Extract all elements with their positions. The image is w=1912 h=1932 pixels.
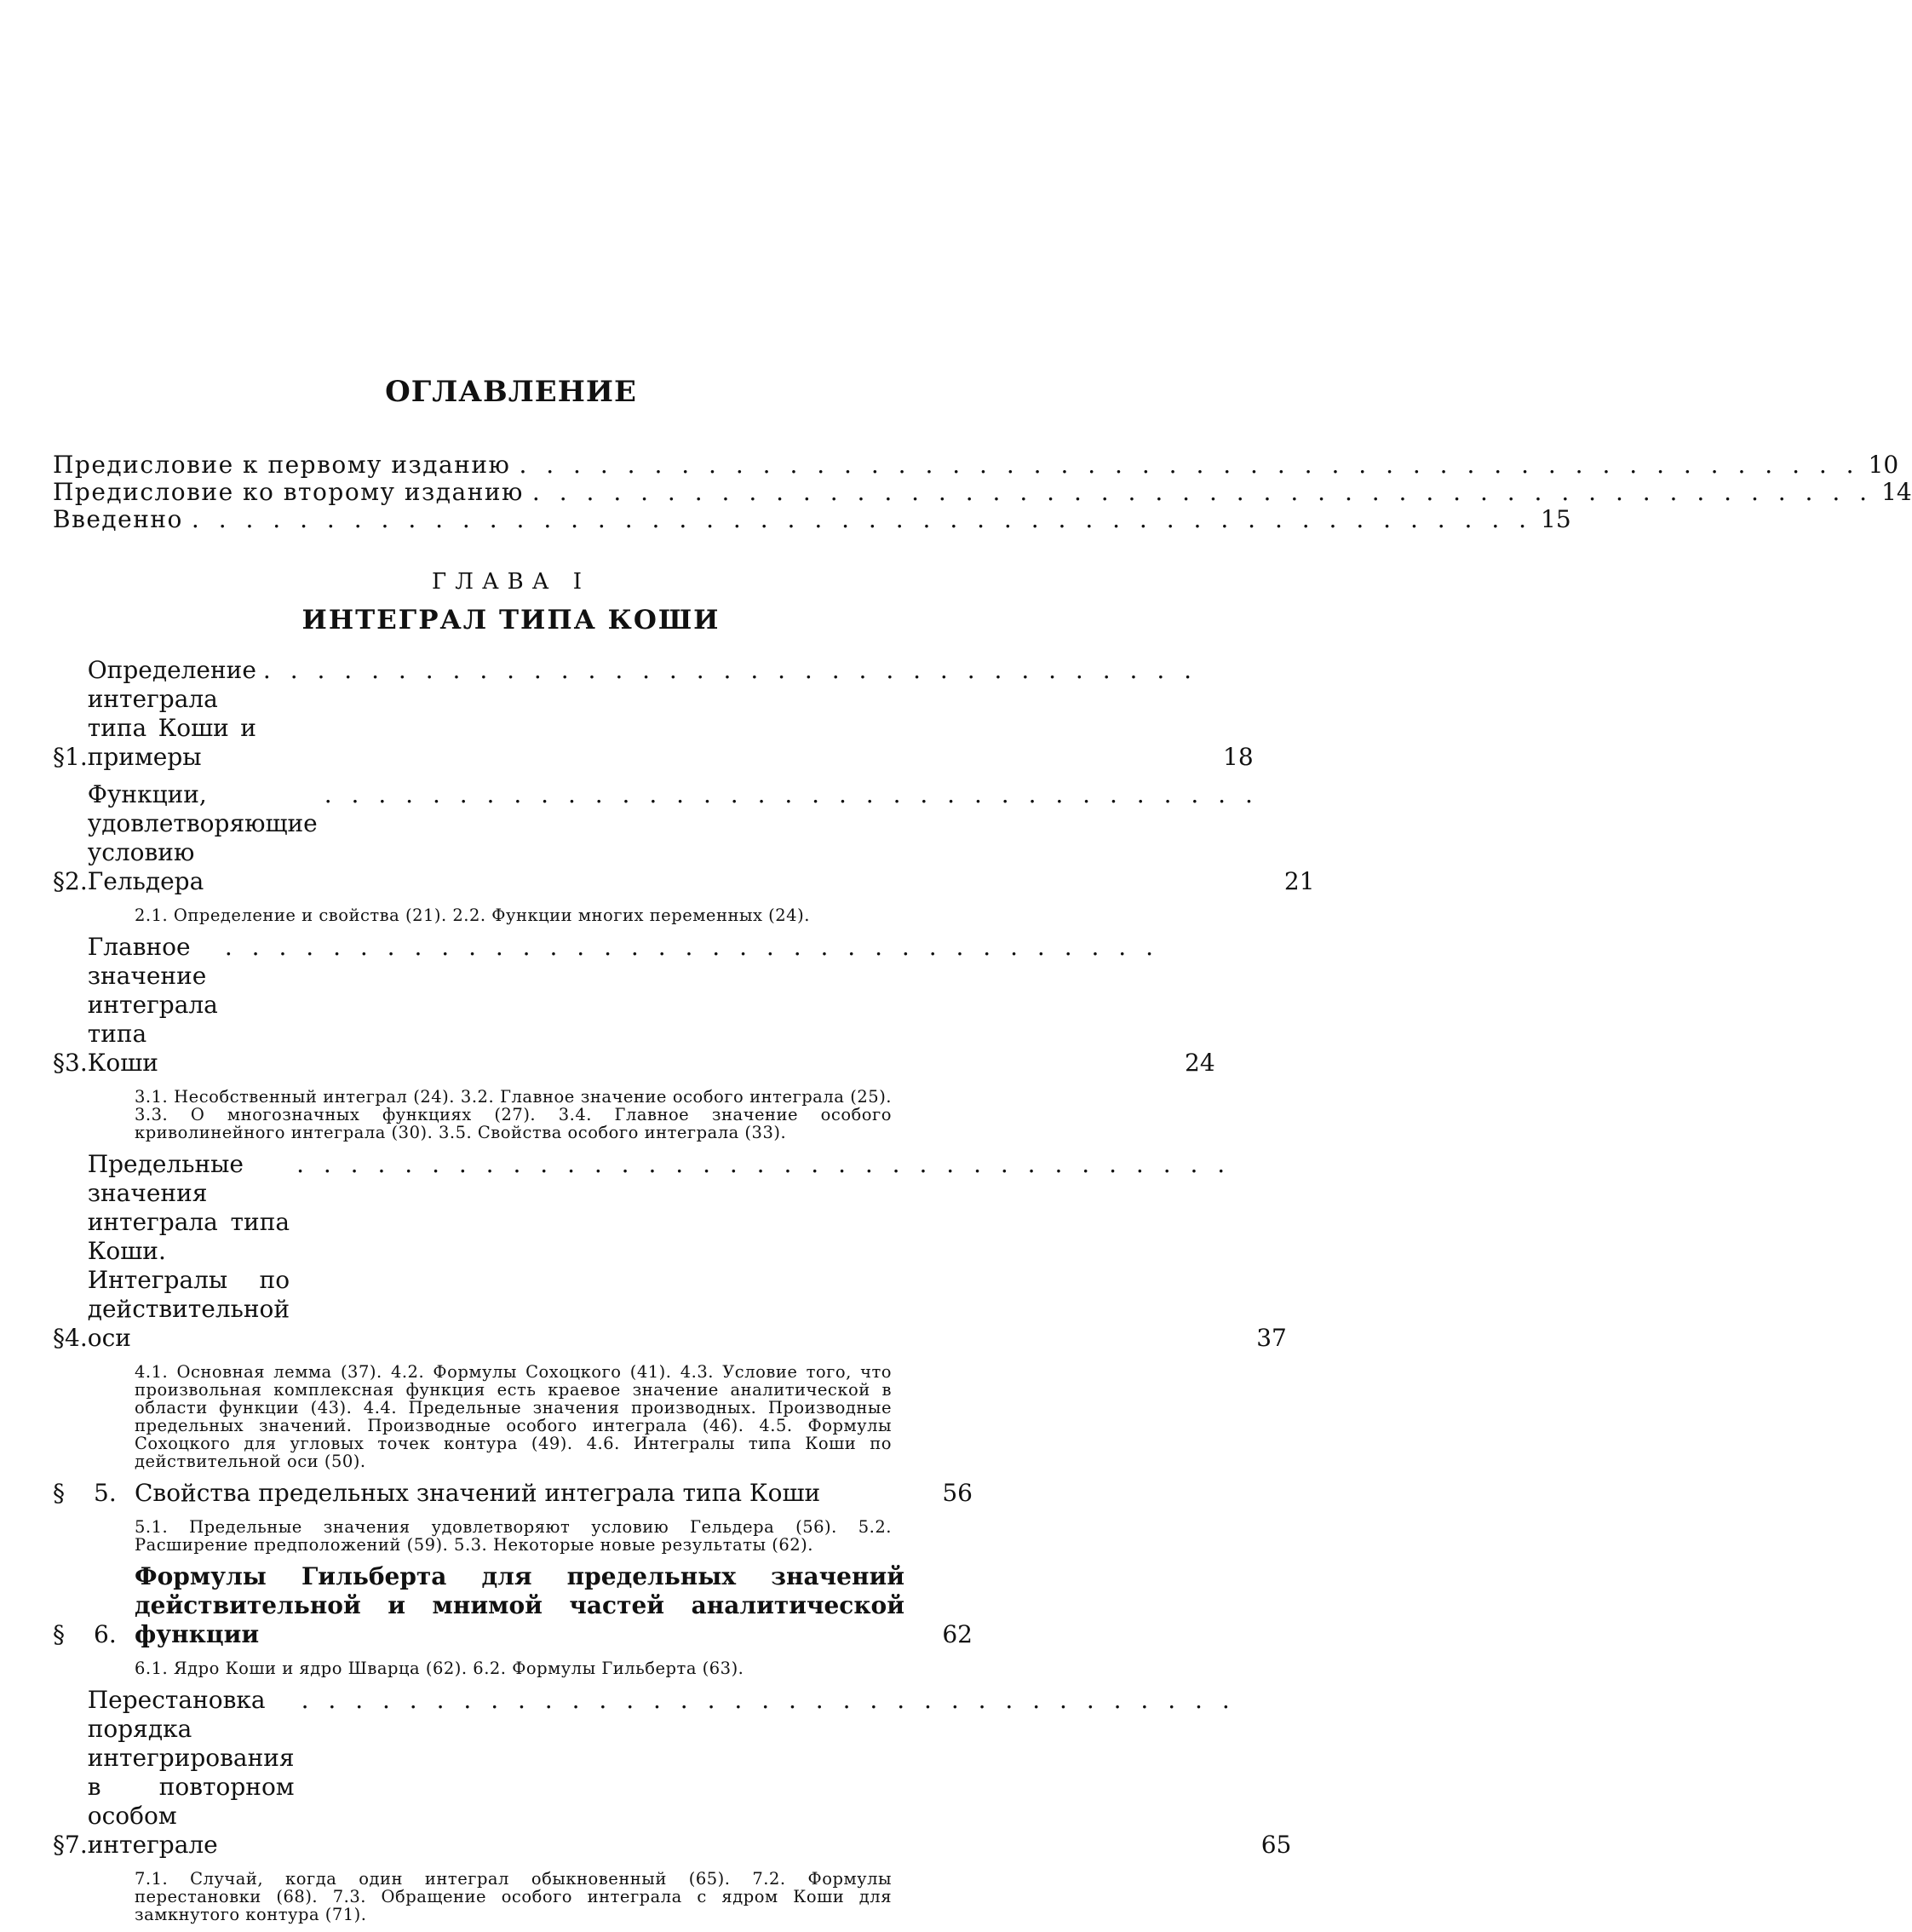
section-number: 3. — [65, 1049, 88, 1077]
subsection-list: 3.1. Несобственный интеграл (24). 3.2. Главное значение особого интеграла (25). 3.3. О многозначных функциях (27). 3.4. Главное значение особого криволинейного интеграла (30). 3.5. Свойства особого интеграла (33). — [135, 1087, 892, 1142]
subsection-list: 4.1. Основная лемма (37). 4.2. Формулы Сохоцкого (41). 4.3. Условие того, что произвольная комплексная функция есть краевое значение аналитической в области функции (43). 4.4. Предельные значения производных. Производные предельных значений. Производные особого интеграла (46). 4.5. Формулы Сохоцкого для угловых точек контура (49). 4.6. Интегралы типа Коши по действительной оси (50). — [135, 1362, 892, 1471]
section-entry-5 — [53, 1479, 973, 1554]
section-symbol: § — [53, 1479, 65, 1507]
front-matter-row-1 — [53, 451, 1899, 479]
dot-leader — [301, 1686, 1236, 1715]
section-page: 24 — [1185, 1049, 1215, 1077]
dot-leader — [532, 479, 1873, 506]
section-entry-3 — [53, 933, 1215, 1142]
section-symbol: § — [53, 867, 65, 895]
section-title: Предельные значения интеграла типа Коши. Интегралы по действительной оси — [87, 1150, 290, 1352]
chapter-title: ИНТЕГРАЛ ТИПА КОШИ — [301, 605, 721, 635]
section-number: 4. — [65, 1324, 88, 1352]
section-symbol: § — [53, 1620, 65, 1648]
subsection-list: 6.1. Ядро Коши и ядро Шварца (62). 6.2. Формулы Гильберта (63). — [135, 1659, 744, 1678]
section-entry-2 — [53, 780, 1315, 925]
subsection-list: 2.1. Определение и свойства (21). 2.2. Функции многих переменных (24). — [135, 906, 810, 925]
dot-leader — [192, 506, 1532, 533]
section-list — [53, 656, 1315, 1932]
section-title: Определение интеграла типа Коши и примеры — [87, 656, 256, 771]
chapter-label: ГЛАВА I — [432, 569, 590, 595]
section-title: Формулы Гильберта для предельных значений действительной и мнимой частей аналитической функции — [135, 1562, 904, 1648]
section-page: 56 — [942, 1479, 973, 1507]
section-title: Перестановка порядка интегрирования в повторном особом интеграле — [87, 1686, 295, 1859]
entry-page: 14 — [1881, 478, 1912, 506]
section-number: 6. — [94, 1620, 117, 1648]
section-title: Функции, удовлетворяющие условию Гельдера — [87, 780, 318, 895]
entry-title: Введенно — [53, 505, 183, 533]
dot-leader — [296, 1150, 1231, 1179]
front-matter-row-3 — [53, 505, 1571, 533]
entry-page: 10 — [1868, 451, 1899, 479]
section-symbol: § — [53, 743, 65, 771]
section-number: 5. — [94, 1479, 117, 1507]
section-page: 37 — [1256, 1324, 1287, 1352]
section-page: 65 — [1260, 1831, 1292, 1859]
section-title: Главное значение интеграла типа Коши — [87, 933, 218, 1077]
section-title: Свойства предельных значений интеграла типа Коши — [135, 1479, 821, 1507]
dot-leader — [263, 656, 1197, 685]
section-symbol: § — [53, 1049, 65, 1077]
entry-page: 15 — [1541, 505, 1571, 533]
section-page: 18 — [1223, 743, 1254, 771]
section-number: 2. — [65, 867, 88, 895]
section-number: 1. — [65, 743, 88, 771]
section-entry-6 — [53, 1562, 973, 1677]
section-entry-4 — [53, 1150, 1287, 1471]
dot-leader — [324, 780, 1259, 809]
entry-title: Предисловие ко второму изданию — [53, 478, 524, 506]
section-entry-7 — [53, 1686, 1292, 1924]
dot-leader — [225, 933, 1159, 962]
subsection-list: 5.1. Предельные значения удовлетворяют условию Гельдера (56). 5.2. Расширение предположений (59). 5.3. Некоторые новые результаты (62). — [135, 1517, 892, 1555]
section-symbol: § — [53, 1831, 65, 1859]
section-symbol: § — [53, 1324, 65, 1352]
toc-heading: ОГЛАВЛЕНИЕ — [385, 375, 637, 409]
entry-title: Предисловие к первому изданию — [53, 451, 511, 479]
dot-leader — [519, 451, 1859, 479]
section-page: 21 — [1283, 867, 1315, 895]
section-number: 7. — [65, 1831, 88, 1859]
section-page: 62 — [942, 1620, 973, 1648]
section-entry-1 — [53, 656, 1254, 772]
subsection-list: 7.1. Случай, когда один интеграл обыкновенный (65). 7.2. Формулы перестановки (68). 7.3. Обращение особого интеграла с ядром Коши для замкнутого контура (71). — [135, 1869, 892, 1924]
front-matter-row-2 — [53, 478, 1912, 506]
